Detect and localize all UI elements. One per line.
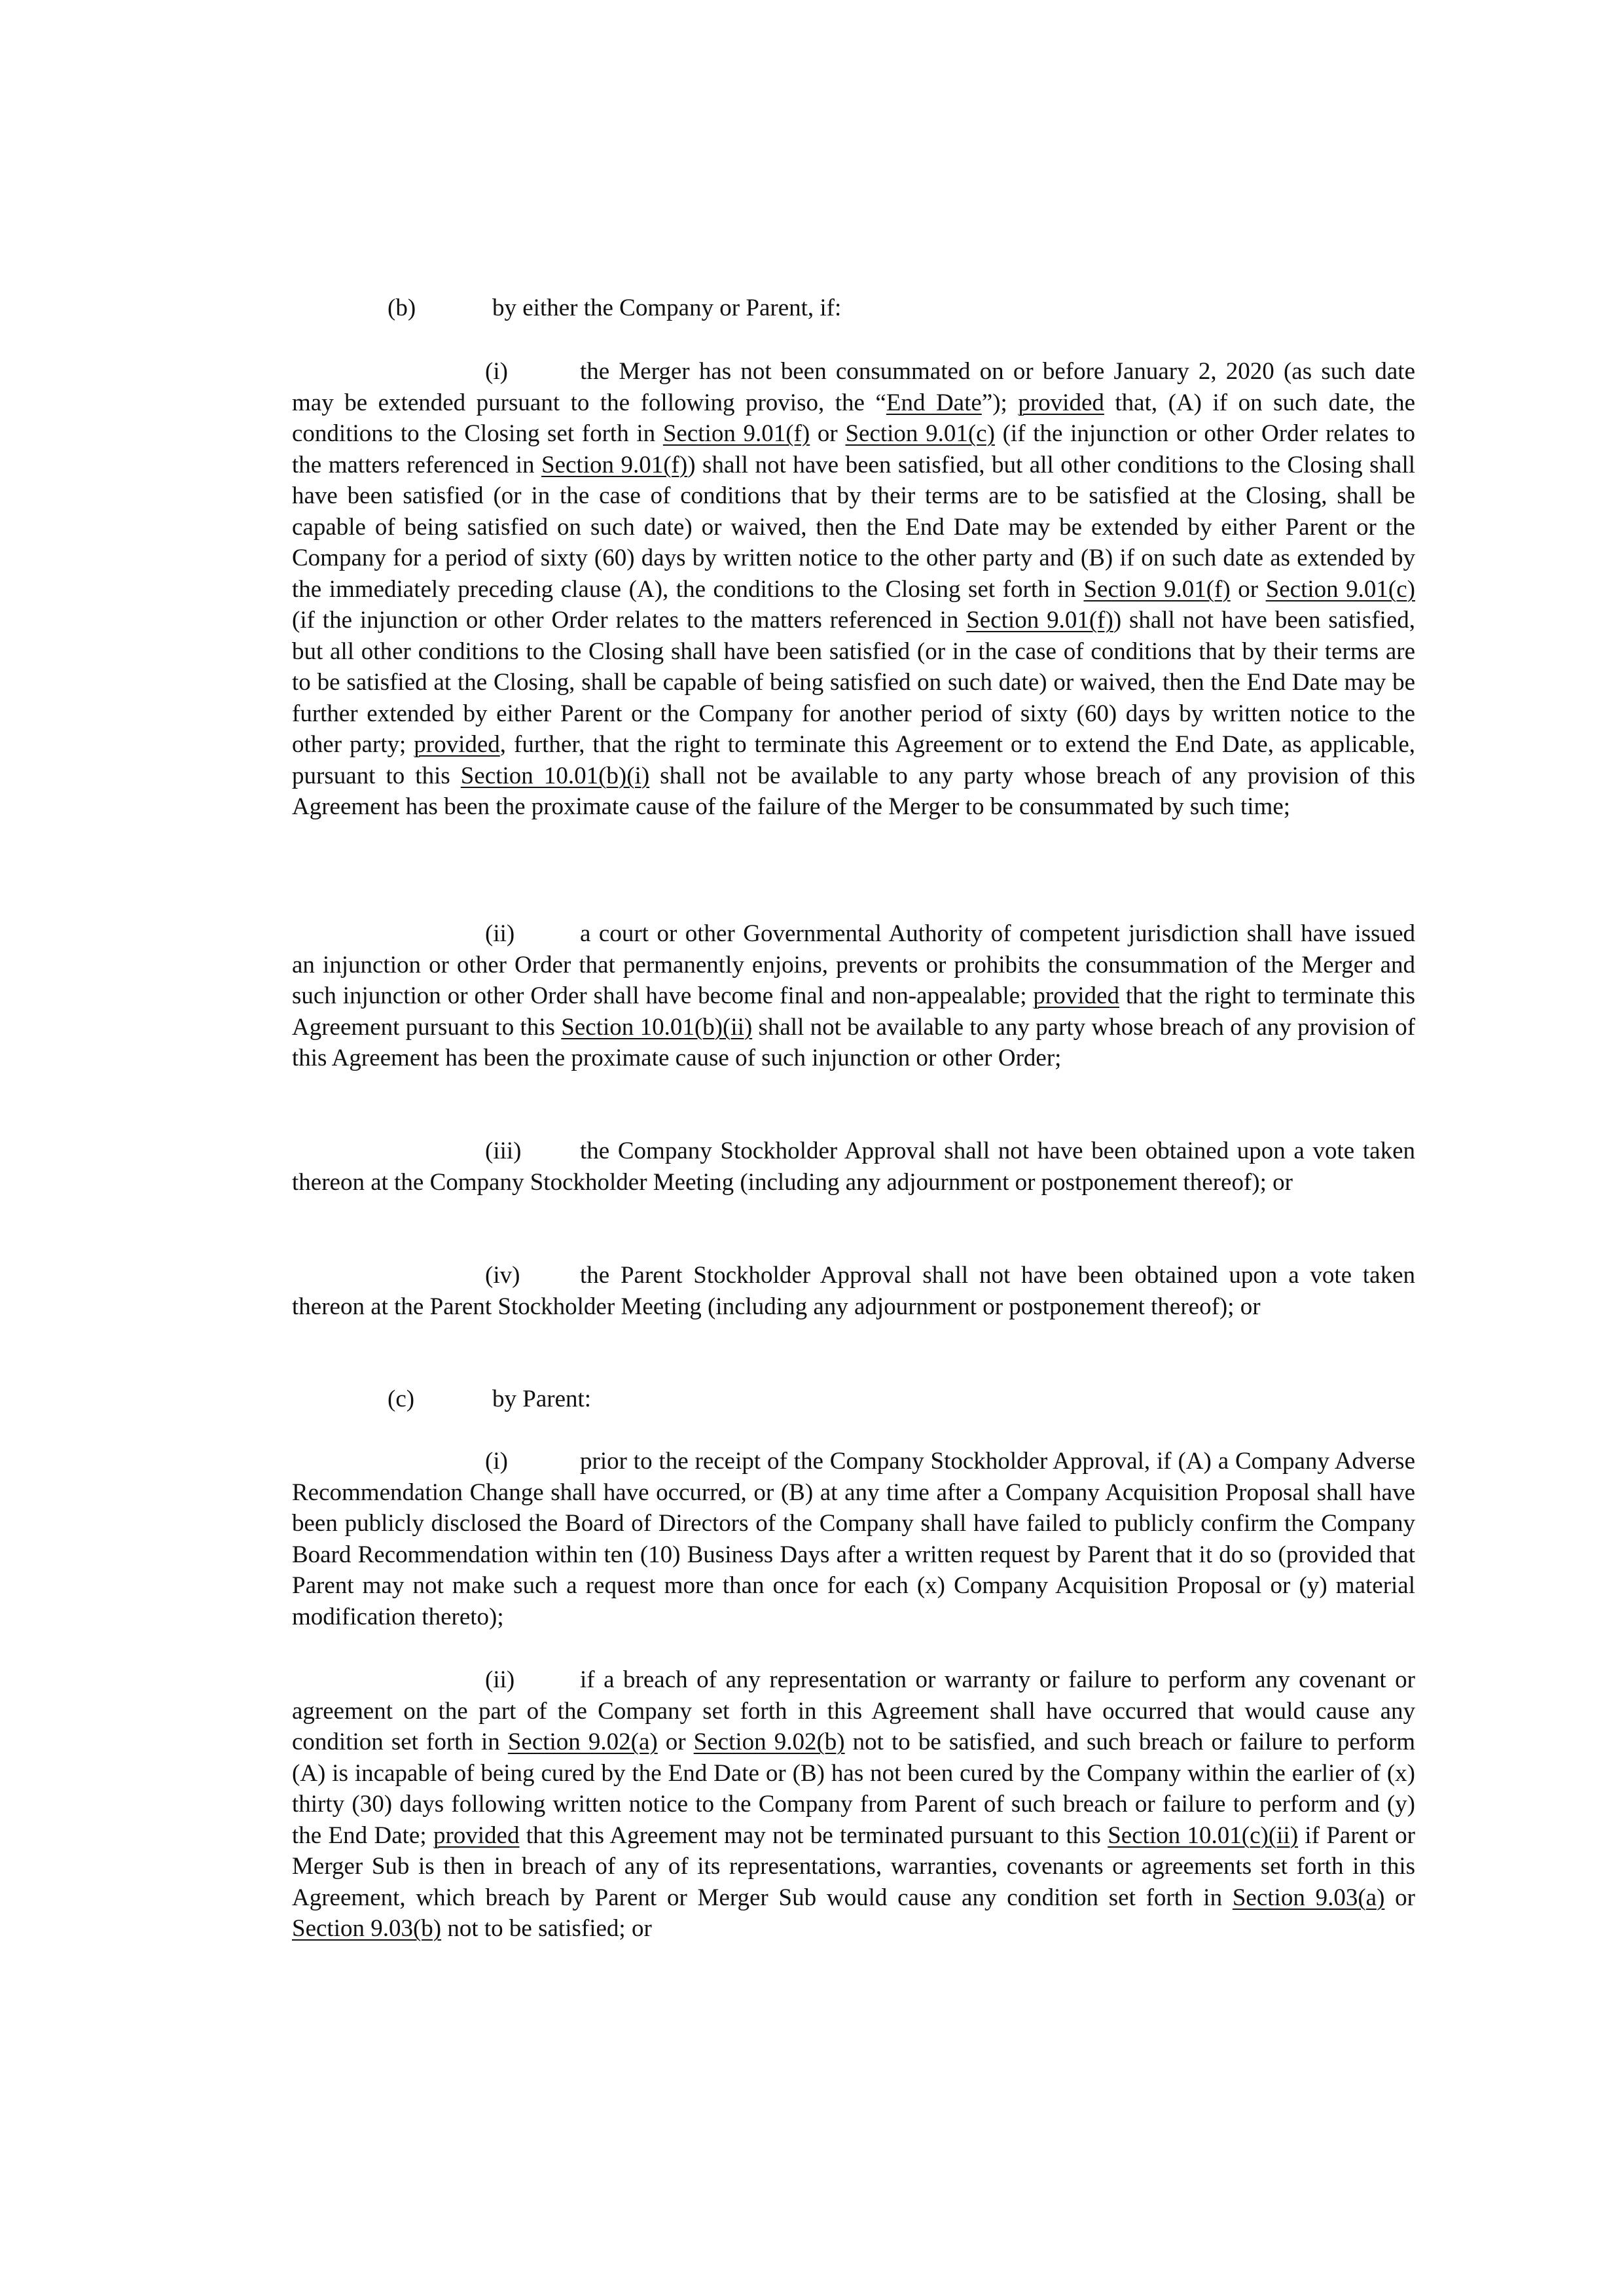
paragraph-b-ii-label: (ii) [485, 920, 515, 947]
term-provided: provided [433, 1821, 520, 1849]
section-ref: Section 9.01(c) [1265, 575, 1415, 603]
section-ref: Section 9.01(f) [541, 451, 688, 478]
section-c-label: (c) [388, 1386, 415, 1412]
section-ref: Section 10.01(b)(i) [460, 762, 650, 789]
defined-term-end-date: End Date [886, 389, 982, 416]
paragraph-c-i-label: (i) [485, 1448, 508, 1475]
paragraph-c-i: (i) prior to the receipt of the Company Stockholder Approval, if (A) a Company Adverse Recommendation Change shall have occurred, or (B) at any time after a Company Acquisition Proposal shall have been publicly disclosed the Board of Directors of the Company shall have failed to publicly confirm the Company Board Recommendation within ten (10) Business Days after a written request by Parent that it do so (provided that Parent may not make such a request more than once for each (x) Company Acquisition Proposal or (y) material modification thereto); [292, 1446, 1415, 1632]
section-b-label: (b) [388, 295, 416, 321]
section-ref: Section 9.01(f) [1083, 575, 1231, 603]
section-ref: Section 10.01(c)(ii) [1108, 1821, 1299, 1849]
term-provided: provided [414, 731, 500, 758]
paragraph-b-i: (i) the Merger has not been consummated on or before January 2, 2020 (as such date may be extended pursuant to the following proviso, the “End Date”); provided that, (A) if on such date, the conditions to the Closing set forth in Section 9.01(f) or Section 9.01(c) (if the injunction or other Order relates to the matters referenced in Section 9.01(f)) shall not have been satisfied, but all other conditions to the Closing shall have been satisfied (or in the case of conditions that by their terms are to be satisfied at the Closing, shall be capable of being satisfied on such date) or waived, then the End Date may be extended by either Parent or the Company for a period of sixty (60) days by written notice to the other party and (B) if on such date as extended by the immediately preceding clause (A), the conditions to the Closing set forth in Section 9.01(f) or Section 9.01(c) (if the injunction or other Order relates to the matters referenced in Section 9.01(f)) shall not have been satisfied, but all other conditions to the Closing shall have been satisfied (or in the case of conditions that by their terms are to be satisfied at the Closing, shall be capable of being satisfied on such date) or waived, then the End Date may be further extended by either Parent or the Company for another period of sixty (60) days by written notice to the other party; provided, further, that the right to terminate this Agreement or to extend the End Date, as applicable, pursuant to this Section 10.01(b)(i) shall not be available to any party whose breach of any provision of this Agreement has been the proximate cause of the failure of the Merger to be consummated by such time; [292, 356, 1415, 823]
paragraph-b-iii-label: (iii) [485, 1138, 522, 1164]
term-provided: provided [1018, 389, 1104, 416]
paragraph-b-iv: (iv) the Parent Stockholder Approval shall not have been obtained upon a vote taken thereon at the Parent Stockholder Meeting (including any adjournment or postponement thereof); or [292, 1260, 1415, 1322]
paragraph-b-i-label: (i) [485, 358, 508, 385]
section-c-heading [388, 1384, 591, 1415]
section-ref: Section 9.01(c) [845, 420, 995, 447]
section-b-heading [388, 293, 841, 324]
section-ref: Section 9.02(b) [693, 1729, 845, 1755]
section-ref: Section 10.01(b)(ii) [561, 1013, 753, 1041]
section-ref: Section 9.03(a) [1232, 1884, 1385, 1911]
section-b-title: by either the Company or Parent, if: [492, 295, 842, 321]
section-ref: Section 9.01(f) [966, 607, 1113, 634]
paragraph-b-iii: (iii) the Company Stockholder Approval shall not have been obtained upon a vote taken thereon at the Company Stockholder Meeting (including any adjournment or postponement thereof); or [292, 1136, 1415, 1198]
section-ref: Section 9.01(f) [662, 420, 810, 447]
paragraph-c-ii: (ii) if a breach of any representation or warranty or failure to perform any covenant or agreement on the part of the Company set forth in this Agreement shall have occurred that would cause any condition set forth in Section 9.02(a) or Section 9.02(b) not to be satisfied, and such breach or failure to perform (A) is incapable of being cured by the End Date or (B) has not been cured by the Company within the earlier of (x) thirty (30) days following written notice to the Company from Parent of such breach or failure to perform and (y) the End Date; provided that this Agreement may not be terminated pursuant to this Section 10.01(c)(ii) if Parent or Merger Sub is then in breach of any of its representations, warranties, covenants or agreements set forth in this Agreement, which breach by Parent or Merger Sub would cause any condition set forth in Section 9.03(a) or Section 9.03(b) not to be satisfied; or [292, 1664, 1415, 1945]
term-provided: provided [1033, 982, 1119, 1009]
section-ref: Section 9.02(a) [507, 1729, 658, 1755]
paragraph-b-iv-label: (iv) [485, 1262, 520, 1289]
section-c-title: by Parent: [492, 1386, 592, 1412]
paragraph-c-ii-label: (ii) [485, 1666, 515, 1693]
section-ref: Section 9.03(b) [292, 1915, 442, 1942]
paragraph-b-ii: (ii) a court or other Governmental Authority of competent jurisdiction shall have issued an injunction or other Order that permanently enjoins, prevents or prohibits the consummation of the Merger and such injunction or other Order shall have become final and non-appealable; provided that the right to terminate this Agreement pursuant to this Section 10.01(b)(ii) shall not be available to any party whose breach of any provision of this Agreement has been the proximate cause of such injunction or other Order; [292, 918, 1415, 1074]
